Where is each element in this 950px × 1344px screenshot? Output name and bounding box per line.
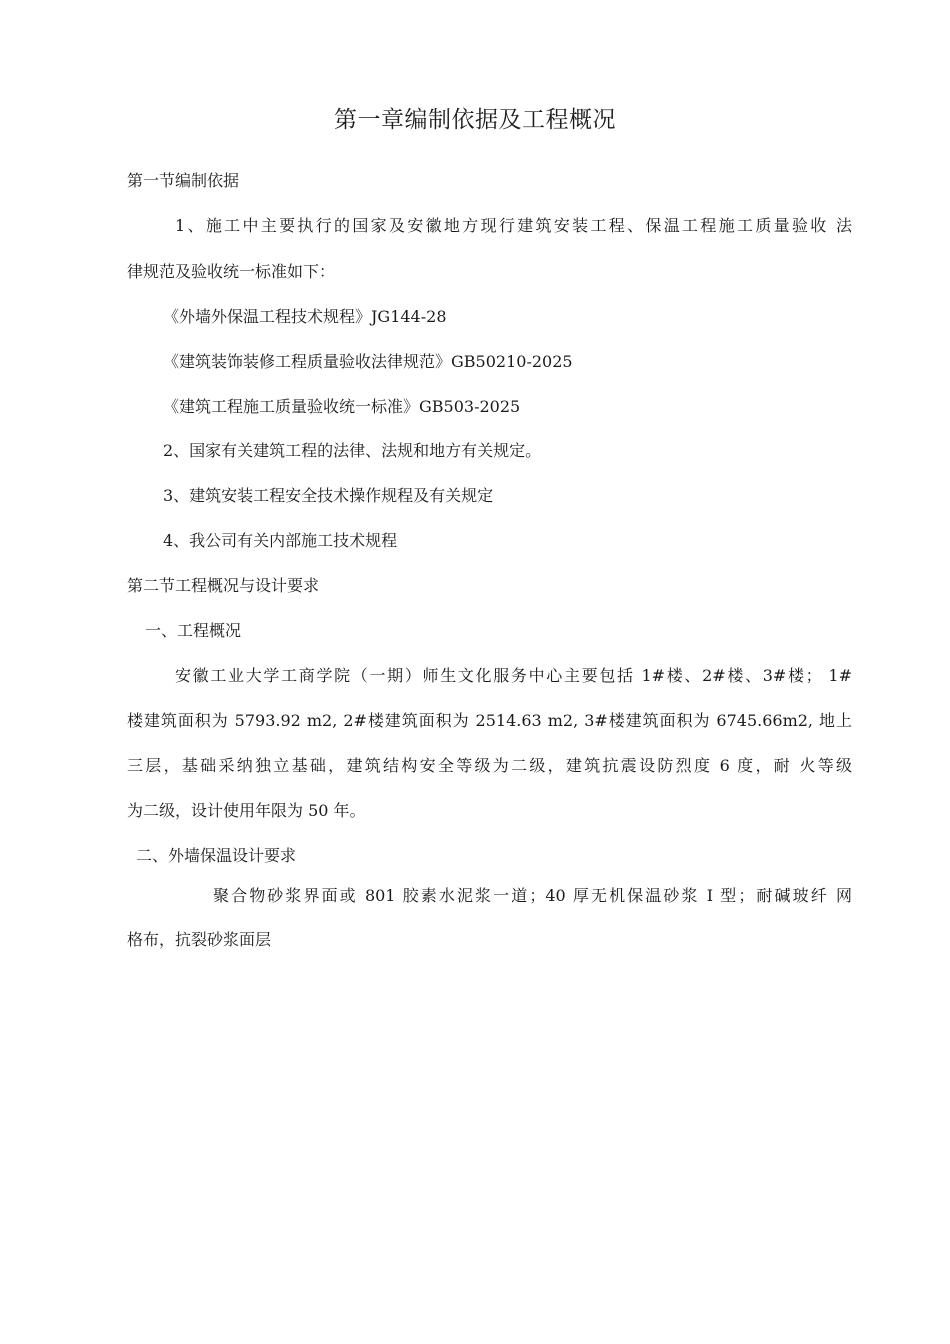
insulation-paragraph-line: 格布，抗裂砂浆面层 [127,930,272,949]
standard-item: 《建筑装饰装修工程质量验收法律规范》GB50210-2025 [163,352,573,371]
section-heading-overview: 第二节工程概况与设计要求 [127,576,320,595]
basis-item-1-line-2: 律规范及验收统一标准如下： [127,262,336,281]
basis-item-2: 2、国家有关建筑工程的法律、法规和地方有关规定。 [163,441,542,460]
section-heading-basis: 第一节编制依据 [127,171,240,190]
overview-paragraph-line: 楼建筑面积为 5793.92 m2, 2#楼建筑面积为 2514.63 m2, 3#楼建筑面积为 6745.66m2, 地上 [127,711,852,730]
overview-paragraph-line: 为二级，设计使用年限为 50 年。 [127,801,366,820]
overview-paragraph-line: 三层，基础采纳独立基础，建筑结构安全等级为二级，建筑抗震设防烈度 6 度，耐 火等级 [127,756,852,775]
overview-paragraph-line: 安徽工业大学工商学院（一期）师生文化服务中心主要包括 1#楼、2#楼、3#楼； 1# [175,666,852,685]
standard-item: 《建筑工程施工质量验收统一标准》GB503-2025 [163,397,521,416]
subsection-heading-overview: 一、工程概况 [145,621,242,640]
basis-item-1-line-1: 1、施工中主要执行的国家及安徽地方现行建筑安装工程、保温工程施工质量验收 法 [175,216,852,235]
basis-item-3: 3、建筑安装工程安全技术操作规程及有关规定 [163,486,494,505]
insulation-paragraph-line: 聚合物砂浆界面或 801 胶素水泥浆一道；40 厚无机保温砂浆 I 型；耐碱玻纤 网 [213,886,852,905]
basis-item-4: 4、我公司有关内部施工技术规程 [163,531,398,550]
standard-item: 《外墙外保温工程技术规程》JG144-28 [163,307,447,326]
subsection-heading-insulation: 二、外墙保温设计要求 [136,846,297,865]
page-title: 第一章编制依据及工程概况 [334,107,616,133]
